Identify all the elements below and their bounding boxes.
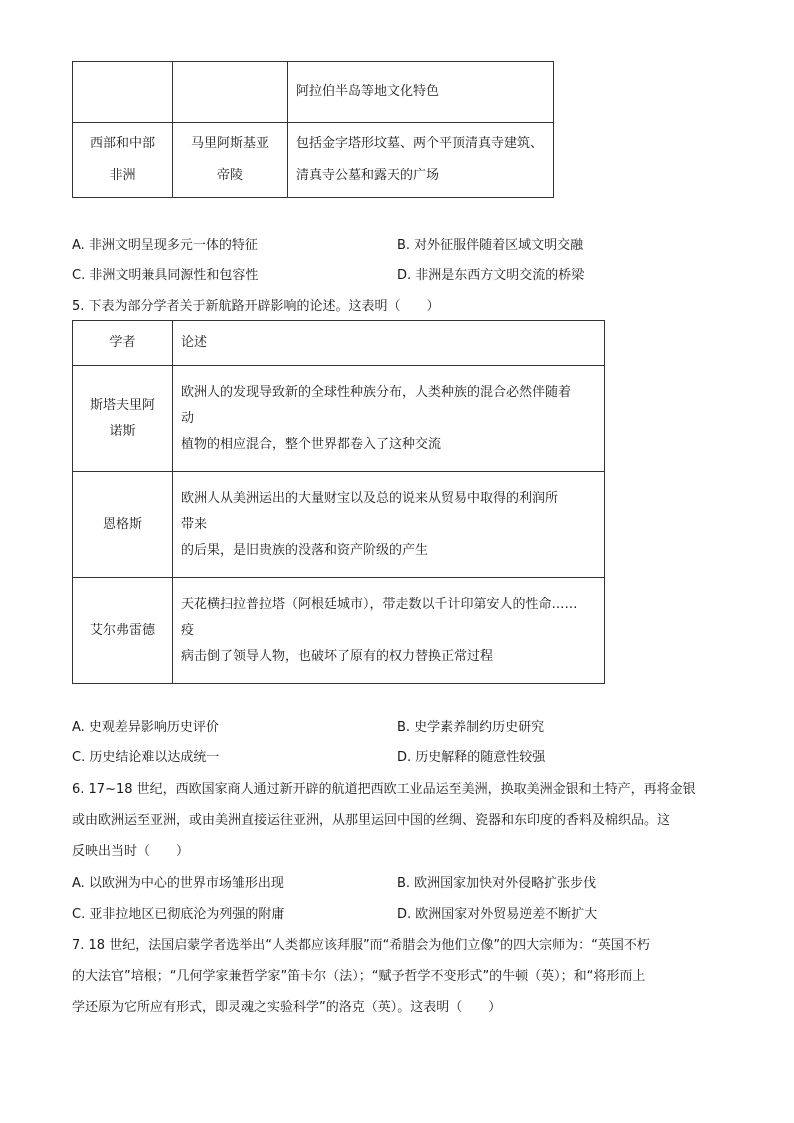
features-cell	[288, 123, 554, 198]
statement-cell	[173, 472, 605, 578]
region-cell	[73, 123, 173, 198]
cell-line: 艾尔弗雷德	[89, 622, 155, 638]
q6-option-c[interactable]: C. 亚非拉地区已彻底沦为列强的附庸	[72, 907, 285, 922]
q6-stem-line: 反映出当时（ ）	[72, 844, 190, 859]
cell-line: 阿拉伯半岛等地文化特色	[296, 84, 440, 99]
cell-line: 非洲	[109, 168, 136, 183]
q5-option-a[interactable]: A. 史观差异影响历史评价	[72, 720, 219, 735]
q4-option-d[interactable]: D. 非洲是东西方文明交流的桥梁	[397, 268, 585, 283]
q4-option-a[interactable]: A. 非洲文明呈现多元一体的特征	[72, 238, 258, 253]
cell-line: 动	[181, 410, 195, 426]
q6-stem-line: 或由欧洲运至亚洲，或由美洲直接运往亚洲，从那里运回中国的丝绸、瓷器和东印度的香料及棉织品。这	[72, 813, 671, 828]
cell-line: 带来	[181, 516, 208, 532]
table-row	[73, 578, 605, 684]
cell-line: 的后果，是旧贵族的没落和资产阶级的产生	[181, 542, 429, 558]
scholar-statements-table	[72, 320, 605, 684]
q6-stem-line: 6. 17~18 世纪，西欧国家商人通过新开辟的航道把西欧工业品运至美洲，换取美洲金银和土特产，再将金银	[72, 782, 696, 797]
site-cell	[173, 62, 288, 123]
q5-option-b[interactable]: B. 史学素养制约历史研究	[397, 720, 545, 735]
cell-line: 斯塔夫里阿	[89, 397, 155, 413]
table-row	[73, 472, 605, 578]
cell-line: 帝陵	[216, 168, 243, 183]
site-cell	[173, 123, 288, 198]
q7-stem-line: 7. 18 世纪，法国启蒙学者选举出“人类都应该拜服”而“希腊会为他们立像”的四大宗师为：“英国不朽	[72, 938, 650, 953]
header-scholar: 学者	[73, 321, 173, 366]
statement-cell	[173, 366, 605, 472]
cell-line: 恩格斯	[102, 516, 142, 532]
q6-option-d[interactable]: D. 欧洲国家对外贸易逆差不断扩大	[397, 907, 598, 922]
features-cell	[288, 62, 554, 123]
cell-line: 清真寺公墓和露天的广场	[296, 168, 440, 183]
cell-line: 欧洲人从美洲运出的大量财宝以及总的说来从贸易中取得的利润所	[181, 490, 559, 506]
scholar-cell	[73, 472, 173, 578]
table-header-row	[73, 321, 605, 366]
table-row	[73, 366, 605, 472]
header-statement: 论述	[173, 321, 605, 366]
q5-stem: 5. 下表为部分学者关于新航路开辟影响的论述。这表明（ ）	[72, 299, 440, 314]
scholar-cell	[73, 366, 173, 472]
q7-stem-line: 的大法官”培根；“几何学家兼哲学家”笛卡尔（法）；“赋予哲学不变形式”的牛顿（英）；和“将形而上	[72, 969, 646, 984]
cell-line: 植物的相应混合，整个世界都卷入了这种交流	[181, 436, 442, 452]
q5-option-d[interactable]: D. 历史解释的随意性较强	[397, 750, 546, 765]
table-row	[73, 123, 554, 198]
cell-line: 欧洲人的发现导致新的全球性种族分布，人类种族的混合必然伴随着	[181, 384, 572, 400]
table-row	[73, 62, 554, 123]
q4-option-c[interactable]: C. 非洲文明兼具同源性和包容性	[72, 268, 259, 283]
q6-option-b[interactable]: B. 欧洲国家加快对外侵略扩张步伐	[397, 876, 597, 891]
cell-line: 天花横扫拉普拉塔（阿根廷城市），带走数以千计印第安人的性命……	[181, 596, 578, 612]
q6-option-a[interactable]: A. 以欧洲为中心的世界市场雏形出现	[72, 876, 284, 891]
statement-cell	[173, 578, 605, 684]
cell-line: 包括金字塔形坟墓、两个平顶清真寺建筑、	[296, 136, 544, 151]
cell-line: 病击倒了领导人物，也破坏了原有的权力替换正常过程	[181, 648, 494, 664]
cell-line: 马里阿斯基亚	[190, 136, 269, 151]
scholar-cell	[73, 578, 173, 684]
cell-line: 诺斯	[109, 423, 136, 439]
cell-line: 西部和中部	[89, 136, 155, 151]
q7-stem-line: 学还原为它所应有形式，即灵魂之实验科学”的洛克（英）。这表明（ ）	[72, 1000, 502, 1015]
cell-line: 疫	[181, 622, 195, 638]
q4-option-b[interactable]: B. 对外征服伴随着区域文明交融	[397, 238, 584, 253]
africa-civilization-table	[72, 61, 554, 198]
q5-option-c[interactable]: C. 历史结论难以达成统一	[72, 750, 220, 765]
region-cell	[73, 62, 173, 123]
